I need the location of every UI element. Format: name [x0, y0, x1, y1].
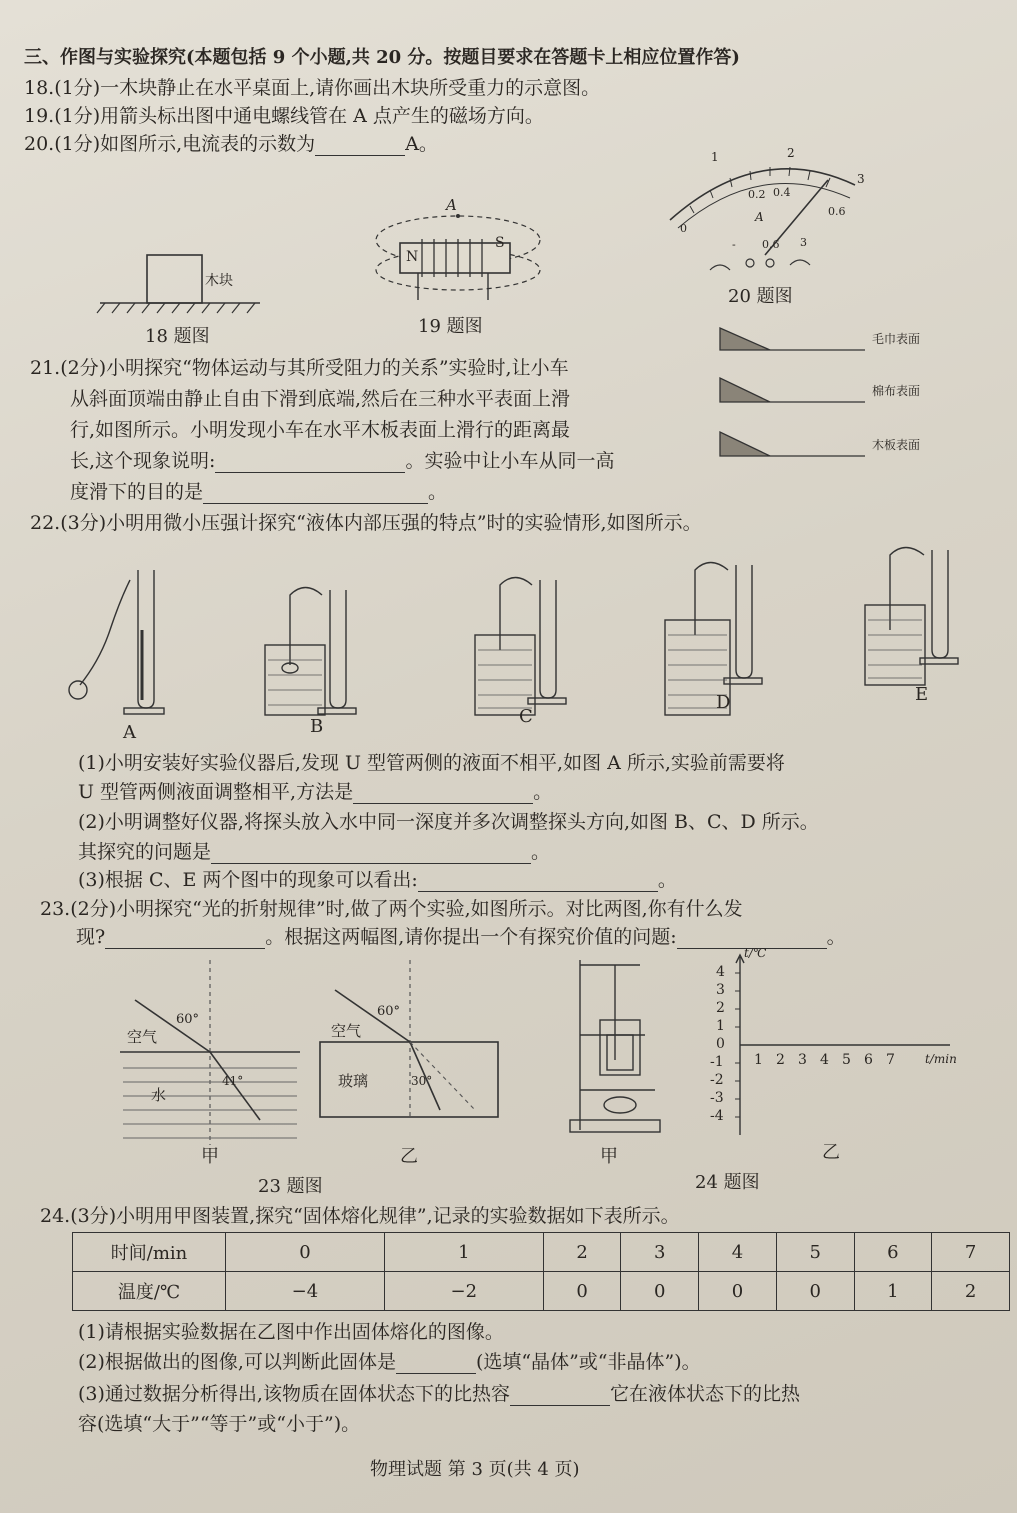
glass-label: 玻璃 — [338, 1072, 369, 1090]
table-cell: 0 — [776, 1272, 854, 1311]
y-tick-neg3: -3 — [710, 1090, 724, 1106]
q22-blank-1[interactable] — [353, 783, 533, 804]
table-cell: 0 — [543, 1272, 621, 1311]
figure-23-glass — [315, 960, 505, 1150]
angle-refracted-water: 41° — [222, 1074, 244, 1088]
ammeter-tick-0-4: 0.4 — [773, 186, 791, 199]
q24-part3-text: (3)通过数据分析得出,该物质在固体状态下的比热容 — [78, 1383, 510, 1405]
q22-part2-text: 其探究的问题是 — [78, 841, 212, 863]
question-18: 18.(1分)一木块静止在水平桌面上,请你画出木块所受重力的示意图。 — [24, 77, 601, 99]
gauge-label-a: A — [123, 722, 136, 743]
x-tick-2: 2 — [776, 1052, 785, 1068]
page-footer: 物理试题 第 3 页(共 4 页) — [370, 1459, 580, 1480]
table-cell: 0 — [621, 1272, 699, 1311]
x-tick-5: 5 — [842, 1052, 851, 1068]
figure-18 — [95, 245, 275, 320]
q22-title: 22.(3分)小明用微小压强计探究“液体内部压强的特点”时的实验情形,如图所示。 — [30, 512, 702, 534]
x-axis-label: t/min — [925, 1052, 957, 1066]
figure-20-caption: 20 题图 — [728, 286, 793, 307]
q22-part3-text: (3)根据 C、E 两个图中的现象可以看出: — [78, 869, 418, 891]
surface-towel: 毛巾表面 — [872, 332, 921, 346]
y-tick-4: 4 — [716, 964, 725, 980]
table-cell: 1 — [384, 1233, 543, 1272]
y-tick-0: 0 — [716, 1036, 725, 1052]
q24-part2-text: (2)根据做出的图像,可以判断此固体是 — [78, 1351, 396, 1373]
q24-part1: (1)请根据实验数据在乙图中作出固体熔化的图像。 — [78, 1321, 504, 1343]
water-label: 水 — [151, 1086, 167, 1104]
figure-24-jia-caption: 甲 — [600, 1146, 618, 1167]
solenoid-south-label: S — [495, 235, 505, 251]
ammeter-tick-0-2: 0.2 — [748, 188, 766, 201]
q24-part3-mid: 它在液体状态下的比热 — [609, 1383, 800, 1405]
figure-23-water — [115, 960, 305, 1150]
terminal-3: 3 — [800, 236, 807, 249]
table-cell: 2 — [543, 1233, 621, 1272]
ammeter-tick-1: 1 — [711, 150, 719, 164]
figure-24-caption: 24 题图 — [695, 1172, 760, 1193]
table-row-temperature — [73, 1272, 1010, 1311]
q24-blank-1[interactable] — [396, 1353, 476, 1374]
q24-title: 24.(3分)小明用甲图装置,探究“固体熔化规律”,记录的实验数据如下表所示。 — [40, 1205, 680, 1227]
surface-cotton: 棉布表面 — [872, 384, 921, 398]
gauge-label-d: D — [716, 692, 731, 713]
table-cell: 1 — [854, 1272, 932, 1311]
q20-answer-blank[interactable] — [315, 135, 405, 156]
q23-line2-mid: 。根据这两幅图,请你提出一个有探究价值的问题: — [265, 926, 677, 948]
ammeter-unit: A — [755, 210, 764, 224]
ammeter-tick-3: 3 — [857, 172, 865, 186]
q22-part2-end: 。 — [531, 841, 551, 863]
ammeter-tick-2: 2 — [787, 146, 795, 160]
x-tick-7: 7 — [886, 1052, 895, 1068]
figure-20-ammeter — [650, 140, 880, 280]
q23-blank-1[interactable] — [105, 928, 265, 949]
ammeter-tick-0-6: 0.6 — [828, 205, 846, 218]
y-tick-neg1: -1 — [710, 1054, 724, 1070]
figure-23-caption: 23 题图 — [258, 1176, 323, 1197]
q23-line2-end: 。 — [826, 926, 846, 948]
figure-24-apparatus — [565, 950, 675, 1140]
air-label-water: 空气 — [127, 1028, 158, 1046]
q21-blank-1[interactable] — [215, 452, 405, 473]
y-tick-2: 2 — [716, 1000, 725, 1016]
table-header-time: 时间/min — [73, 1233, 226, 1272]
q22-part1-line2 — [78, 780, 552, 804]
table-cell: 6 — [854, 1233, 932, 1272]
figure-18-caption: 18 题图 — [145, 326, 210, 347]
air-label-glass: 空气 — [331, 1022, 362, 1040]
x-tick-1: 1 — [754, 1052, 763, 1068]
y-tick-neg2: -2 — [710, 1072, 724, 1088]
q22-part1-line1: (1)小明安装好实验仪器后,发现 U 型管两侧的液面不相平,如图 A 所示,实验前需要将 — [78, 752, 785, 774]
table-cell: 4 — [699, 1233, 777, 1272]
solenoid-north-label: N — [406, 249, 419, 265]
figure-23-jia-caption: 甲 — [201, 1146, 219, 1167]
section-title: 三、作图与实验探究(本题包括 9 个小题,共 20 分。按题目要求在答题卡上相应位置作答) — [24, 47, 740, 68]
figure-23-yi-caption: 乙 — [400, 1146, 418, 1167]
table-header-temperature: 温度/℃ — [73, 1272, 226, 1311]
melting-data-table — [72, 1232, 1010, 1311]
angle-incident-water: 60° — [176, 1012, 200, 1027]
table-cell: −2 — [384, 1272, 543, 1311]
q24-part2 — [78, 1350, 701, 1374]
q22-part3 — [78, 868, 677, 892]
surface-wood: 木板表面 — [872, 438, 921, 452]
question-20 — [24, 132, 438, 156]
figure-21-ramps — [715, 320, 875, 470]
angle-incident-glass: 60° — [377, 1004, 401, 1019]
q21-line5-text: 度滑下的目的是 — [70, 481, 204, 503]
q24-part3 — [78, 1382, 800, 1406]
y-tick-3: 3 — [716, 982, 725, 998]
q21-line3: 行,如图所示。小明发现小车在水平木板表面上滑行的距离最 — [70, 419, 571, 441]
figure-24-yi-caption: 乙 — [822, 1142, 840, 1163]
q20-suffix: A。 — [405, 133, 438, 155]
q22-part2-line1: (2)小明调整好仪器,将探头放入水中同一深度并多次调整探头方向,如图 B、C、D 所示。 — [78, 811, 819, 833]
block-label: 木块 — [205, 273, 233, 289]
figure-19-caption: 19 题图 — [418, 316, 483, 337]
y-tick-1: 1 — [716, 1018, 725, 1034]
y-axis-label: t/℃ — [744, 946, 767, 960]
gauge-label-e: E — [915, 684, 929, 705]
q21-line4-end: 。实验中让小车从同一高 — [405, 450, 615, 472]
q22-part1-text: U 型管两侧液面调整相平,方法是 — [78, 781, 354, 803]
angle-refracted-glass: 30° — [411, 1074, 433, 1088]
table-row-time — [73, 1233, 1010, 1272]
q21-line4 — [70, 449, 614, 473]
figure-24-graph — [700, 945, 980, 1140]
q24-part3-cont: 容(选填“大于”“等于”或“小于”)。 — [78, 1413, 361, 1435]
q23-line2-start: 现? — [76, 926, 106, 948]
table-cell: 5 — [776, 1233, 854, 1272]
q22-blank-3[interactable] — [418, 871, 658, 892]
terminal-0-6: 0.6 — [762, 238, 780, 251]
table-cell: −4 — [226, 1272, 385, 1311]
q22-blank-2[interactable] — [211, 843, 531, 864]
q22-part2-line2 — [78, 840, 550, 864]
table-cell: 2 — [932, 1272, 1010, 1311]
q21-line4-text: 长,这个现象说明: — [70, 450, 216, 472]
table-cell: 3 — [621, 1233, 699, 1272]
gauge-label-c: C — [519, 706, 533, 727]
q23-line1: 23.(2分)小明探究“光的折射规律”时,做了两个实验,如图所示。对比两图,你有什么发 — [40, 898, 743, 920]
q21-blank-2[interactable] — [203, 483, 428, 504]
x-tick-4: 4 — [820, 1052, 829, 1068]
y-tick-neg4: -4 — [710, 1108, 724, 1124]
q22-part3-end: 。 — [657, 869, 677, 891]
q21-line5-end: 。 — [428, 481, 448, 503]
point-a-label: A — [446, 196, 457, 214]
ammeter-zero: 0 — [680, 222, 687, 235]
q21-line1: 21.(2分)小明探究“物体运动与其所受阻力的关系”实验时,让小车 — [30, 357, 569, 379]
table-cell: 0 — [699, 1272, 777, 1311]
figure-22-pressure-gauges — [60, 540, 980, 720]
figure-19 — [370, 195, 550, 305]
question-19: 19.(1分)用箭头标出图中通电螺线管在 A 点产生的磁场方向。 — [24, 105, 544, 127]
q21-line5 — [70, 480, 447, 504]
terminal-negative: - — [732, 238, 736, 251]
q20-prefix: 20.(1分)如图所示,电流表的示数为 — [24, 133, 316, 155]
gauge-label-b: B — [310, 716, 324, 737]
x-tick-6: 6 — [864, 1052, 873, 1068]
table-cell: 0 — [226, 1233, 385, 1272]
q24-part2-end: (选填“晶体”或“非晶体”)。 — [475, 1351, 701, 1373]
x-tick-3: 3 — [798, 1052, 807, 1068]
q22-part1-end: 。 — [533, 781, 553, 803]
table-cell: 7 — [932, 1233, 1010, 1272]
q21-line2: 从斜面顶端由静止自由下滑到底端,然后在三种水平表面上滑 — [70, 388, 571, 410]
q24-blank-2[interactable] — [510, 1385, 610, 1406]
